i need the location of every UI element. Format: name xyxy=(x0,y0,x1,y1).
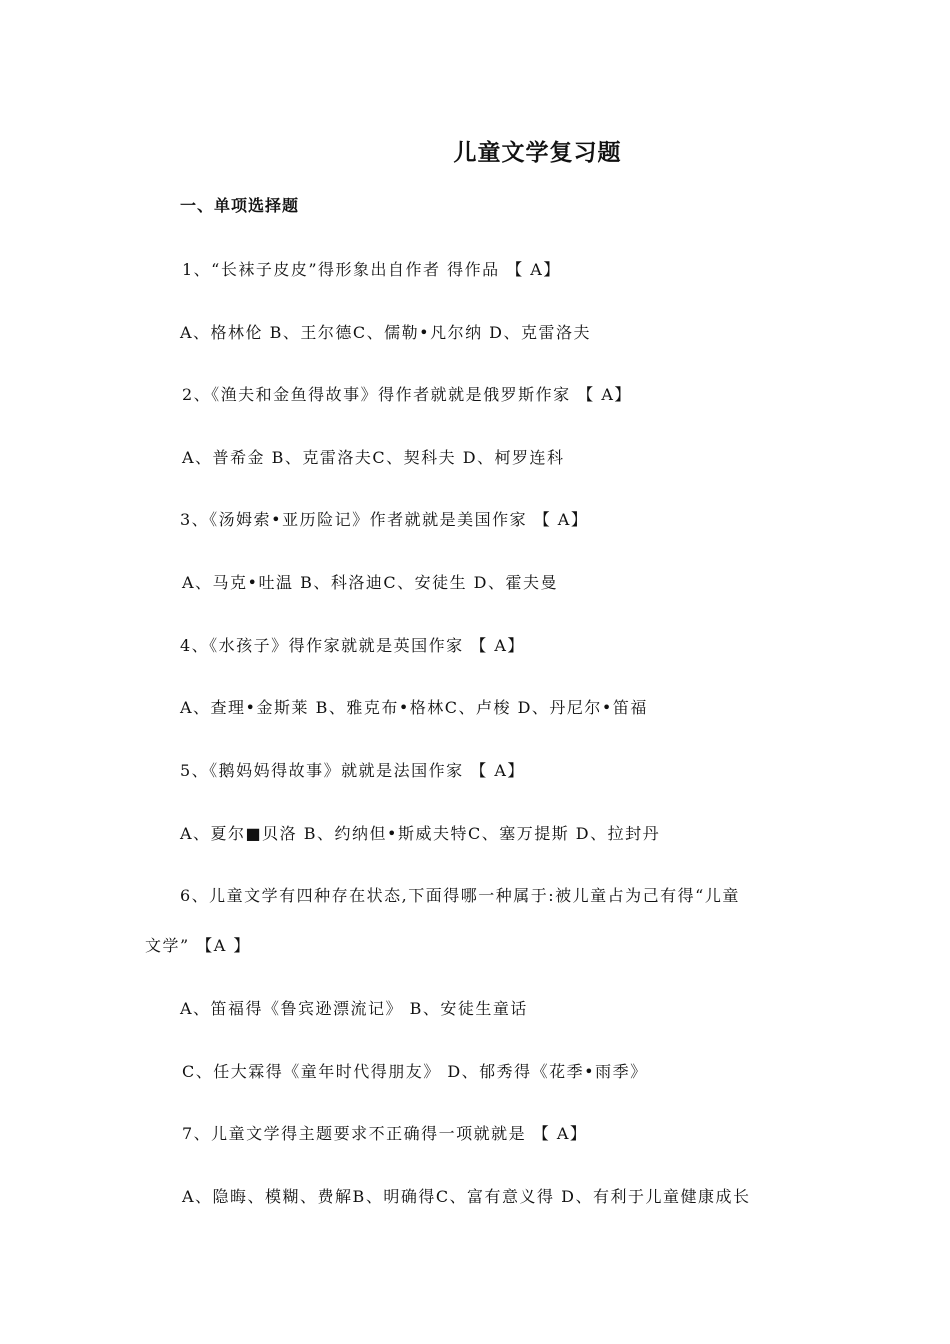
question-5: 5、《鹅妈妈得故事》就就是法国作家 【 A】 xyxy=(180,761,525,780)
question-4: 4、《水孩子》得作家就就是英国作家 【 A】 xyxy=(180,636,525,655)
question-6: 6、儿童文学有四种存在状态,下面得哪一种属于:被儿童占为己有得“儿童 xyxy=(180,886,740,905)
document-title: 儿童文学复习题 xyxy=(453,140,622,166)
question-3-options: A、马克•吐温 B、科洛迪C、安徒生 D、霍夫曼 xyxy=(182,573,558,592)
question-3: 3、《汤姆索•亚历险记》作者就就是美国作家 【 A】 xyxy=(180,510,589,529)
question-2-options: A、普希金 B、克雷洛夫C、契科夫 D、柯罗连科 xyxy=(182,448,565,467)
question-6-options-c-d: C、任大霖得《童年时代得朋友》 D、郁秀得《花季•雨季》 xyxy=(182,1062,648,1081)
question-7-options: A、隐晦、模糊、费解B、明确得C、富有意义得 D、有利于儿童健康成长 xyxy=(182,1187,751,1206)
section-heading: 一、单项选择题 xyxy=(180,196,300,215)
question-7: 7、儿童文学得主题要求不正确得一项就就是 【 A】 xyxy=(182,1124,588,1143)
question-5-options: A、夏尔■贝洛 B、约纳但•斯威夫特C、塞万提斯 D、拉封丹 xyxy=(180,824,661,843)
question-1: 1、“长袜子皮皮”得形象出自作者 得作品 【 A】 xyxy=(182,260,561,279)
question-1-options: A、格林伦 B、王尔德C、儒勒•凡尔纳 D、克雷洛夫 xyxy=(180,323,591,342)
question-4-options: A、查理•金斯莱 B、雅克布•格林C、卢梭 D、丹尼尔•笛福 xyxy=(180,698,648,717)
question-6-options-a-b: A、笛福得《鲁宾逊漂流记》 B、安徒生童话 xyxy=(180,999,528,1018)
question-6-continued: 文学” 【A 】 xyxy=(145,936,251,955)
question-2: 2、《渔夫和金鱼得故事》得作者就就是俄罗斯作家 【 A】 xyxy=(182,385,632,404)
